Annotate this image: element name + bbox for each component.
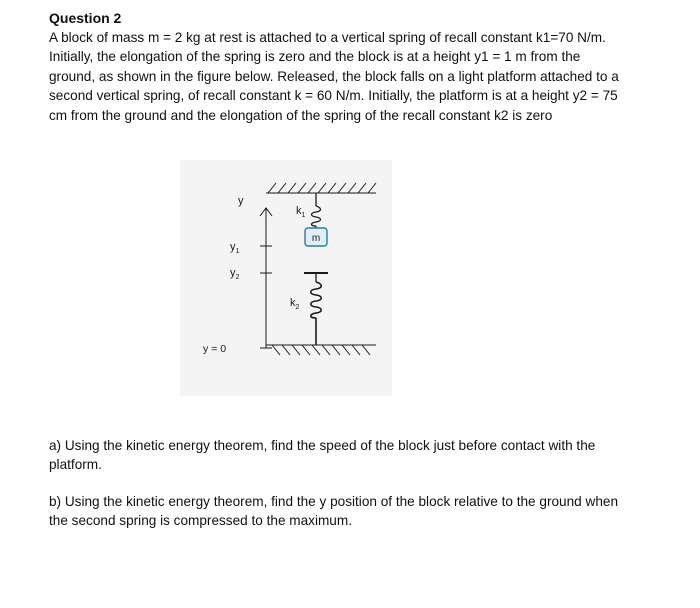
spring-k1 <box>312 193 321 228</box>
y-axis-label: y <box>238 195 244 207</box>
y2-label: $y_2$ <box>230 267 240 281</box>
question-intro <box>49 28 669 125</box>
question-title: Question 2 <box>49 10 122 26</box>
ground-level-label: y = 0 <box>203 343 227 355</box>
spring-system-figure <box>180 160 392 396</box>
intro-line: ground, as shown in the figure below. Released, the block falls on a light platform attached to a <box>49 68 619 84</box>
intro-line: cm from the ground and the elongation of the spring of the recall constant k2 is zero <box>49 107 553 123</box>
part-b-line: the second spring is compressed to the maximum. <box>49 513 352 529</box>
ceiling-support <box>266 183 376 193</box>
platform <box>304 273 328 282</box>
part-b-line: b) Using the kinetic energy theorem, find the y position of the block relative to the ground when <box>49 494 618 509</box>
ground <box>266 345 376 355</box>
block-label: m <box>311 233 321 244</box>
spring-k2 <box>311 282 322 345</box>
y-axis <box>260 208 272 348</box>
question-part-a <box>49 436 669 475</box>
intro-line: second vertical spring, of recall constant k = 60 N/m. Initially, the platform is at a height y2 = 75 <box>49 88 618 104</box>
y1-label: $y_1$ <box>230 241 240 255</box>
intro-line: A block of mass m = 2 kg at rest is attached to a vertical spring of recall constant k1=70 N/m. <box>49 30 606 45</box>
k1-label: $k_1$ <box>296 205 306 219</box>
part-a-line: platform. <box>49 457 102 473</box>
question-part-b <box>49 492 669 531</box>
part-a-line: a) Using the kinetic energy theorem, find the speed of the block just before contact with the <box>49 438 596 453</box>
intro-line: Initially, the elongation of the spring is zero and the block is at a height y1 = 1 m from the <box>49 49 581 65</box>
k2-label: $k_2$ <box>290 297 300 311</box>
